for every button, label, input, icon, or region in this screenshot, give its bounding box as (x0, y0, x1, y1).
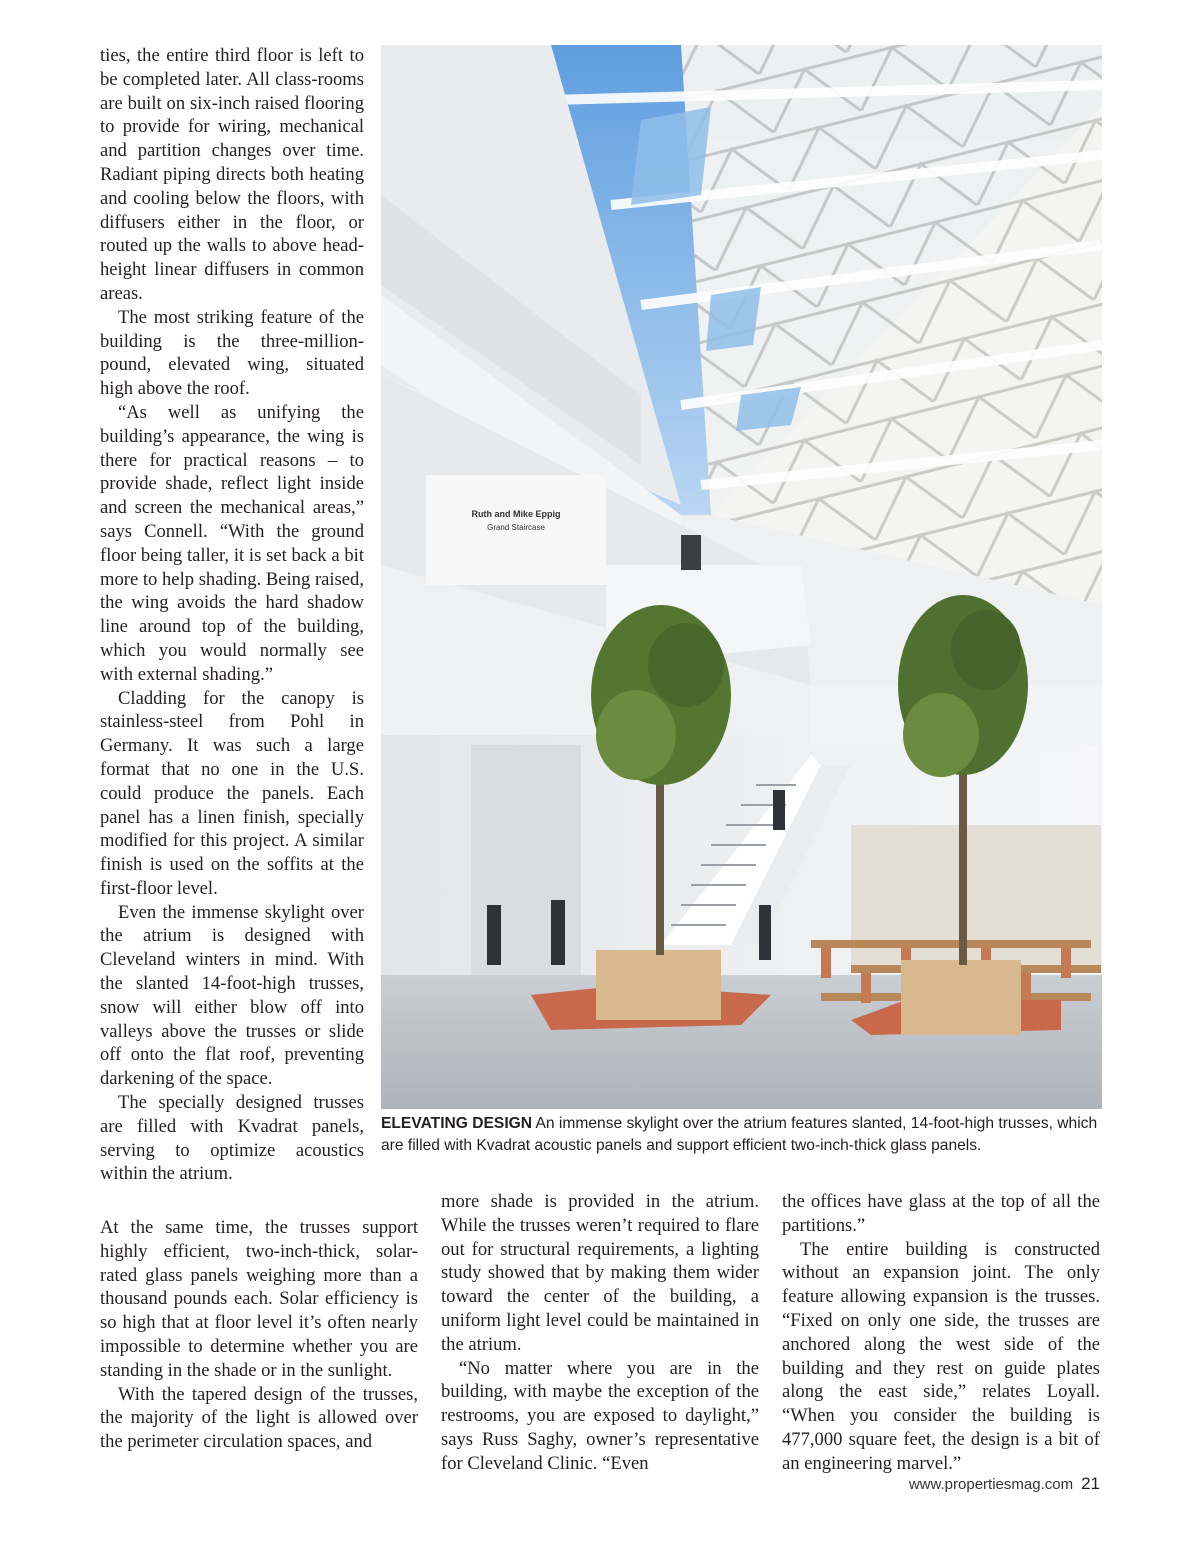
sign-subtitle: Grand Staircase (487, 523, 545, 532)
atrium-photo (381, 45, 1102, 1109)
paragraph: “No matter where you are in the building, with maybe the exception of the restrooms, you are exposed to daylight,” says Russ Saghy, owner’s representative for Cleveland Clinic. “Even (441, 1357, 759, 1474)
article-column-left-upper (100, 44, 364, 1186)
paragraph: the offices have glass at the top of all the partitions.” (782, 1191, 1100, 1236)
planter (901, 960, 1021, 1035)
paragraph: With the tapered design of the trusses, the majority of the light is allowed over the perimeter circulation spaces, and (100, 1383, 418, 1453)
paragraph: The most striking feature of the building is the three-million-pound, elevated wing, situated high above the roof. (100, 306, 364, 400)
paragraph: more shade is provided in the atrium. While the trusses weren’t required to flare out for structural requirements, a lighting study showed that by making them wider toward the center of the building, a uniform light level could be maintained in the atrium. (441, 1191, 759, 1355)
page-number: 21 (1081, 1474, 1100, 1493)
paragraph: At the same time, the trusses support highly efficient, two-inch-thick, solar-rated glass panels weighing more than a thousand pounds each. Solar efficiency is so high that at floor level it’s often nearly impossible to determine whether you are standing in the shade or in the sunlight. (100, 1217, 418, 1381)
paragraph: Cladding for the canopy is stainless-steel from Pohl in Germany. It was such a large format that no one in the U.S. could produce the panels. Each panel has a linen finish, specially modified for this project. A similar finish is used on the soffits at the first-floor level. (100, 687, 364, 899)
paragraph: ties, the entire third floor is left to be completed later. All class-rooms are built on six-inch raised flooring to provide for wiring, mechanical and partition changes over time. Radiant piping directs both heating and cooling below the floors, with diffusers either in the floor, or routed up the walls to above head-height linear diffusers in common areas. (100, 45, 364, 304)
sign-title: Ruth and Mike Eppig (471, 509, 561, 519)
paragraph: The entire building is constructed without an expansion joint. The only feature allowing expansion is the trusses. “Fixed on only one side, the trusses are anchored along the west side of the building and they rest on guide plates along the east side,” relates Loyall. “When you consider the building is 477,000 square feet, the design is a bit of an engineering marvel.” (782, 1238, 1100, 1474)
article-column-middle (441, 1190, 759, 1476)
caption-heading: ELEVATING DESIGN (381, 1115, 533, 1132)
article-column-left-lower (100, 1216, 418, 1454)
person-figure (487, 905, 501, 965)
caption-text: An immense skylight over the atrium features slanted, 14-foot-high trusses, which are filled with Kvadrat acoustic panels and support efficient two-inch-thick glass panels. (381, 1115, 1098, 1154)
article-column-right (782, 1190, 1100, 1476)
paragraph: “As well as unifying the building’s appearance, the wing is there for practical reasons – to provide shade, reflect light inside and screen the mechanical areas,” says Connell. “With the ground floor being taller, it is set back a bit more to help shading. Being raised, the wing avoids the hard shadow line around top of the building, which you would normally see with external shading.” (100, 401, 364, 685)
person-figure (681, 535, 701, 570)
paragraph: The specially designed trusses are filled with Kvadrat panels, serving to optimize acoustics within the atrium. (100, 1092, 364, 1185)
person-figure (773, 790, 785, 830)
page-footer (909, 1474, 1100, 1494)
person-figure (551, 900, 565, 965)
planter (596, 950, 721, 1020)
photo-caption (381, 1113, 1105, 1157)
person-figure (759, 905, 771, 960)
footer-url[interactable]: www.propertiesmag.com (908, 1476, 1074, 1493)
paragraph: Even the immense skylight over the atrium is designed with Cleveland winters in mind. With the slanted 14-foot-high trusses, snow will either blow off into valleys above the trusses or slide off onto the flat roof, preventing darkening of the space. (100, 901, 364, 1090)
